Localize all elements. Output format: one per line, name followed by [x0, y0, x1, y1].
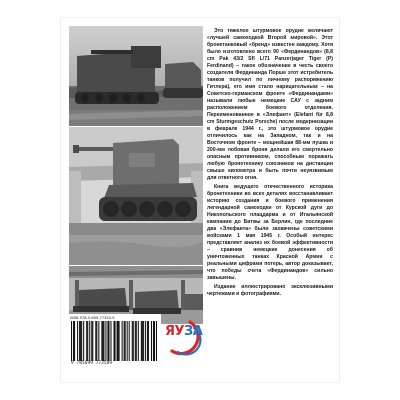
isbn-label: ISBN 978-5-699-77350-9 — [70, 316, 115, 320]
photo-ferdinand-side — [69, 127, 203, 265]
photo-ferdinand-side-image — [69, 127, 203, 265]
photo-tank-column — [69, 26, 203, 126]
description-paragraph-3: Издание иллюстрировано эксклюзивными чертежами и фотографиями. — [207, 284, 333, 297]
barcode-digits: 9 785699 773509 — [71, 361, 113, 366]
isbn-barcode — [69, 314, 161, 372]
publisher-logo-text — [165, 324, 202, 339]
publisher-logo — [164, 318, 202, 358]
description-text — [207, 28, 333, 300]
logo-letters-red: ЯУ — [165, 324, 185, 339]
book-back-cover — [61, 18, 339, 382]
barcode-bars — [71, 321, 157, 361]
photo-tank-column-image — [69, 26, 203, 126]
logo-letters-blue: ЗА — [184, 324, 203, 339]
description-paragraph-2: Книга ведущего отечественного историка бронетехники во всех деталях восстанавливает историю создания и боевого применения легендарной самоходки от Курской дуги до Никопольского плацдарма и от Итальянской кампании до Битвы за Берлин, где последние два «Элефанта» были захвачены советскими войсками 1 мая 1945 г. Особый интерес представляет анализ их боевой эффективности – сравнив немецкие донесения об уничтоженных танках Красной Армии с реальными цифрами потерь, автор доказывает, что победы счета «Фердинандов» сильно завышены. — [207, 184, 333, 281]
description-paragraph-1: Это тяжелое штурмовое орудие величают «лучшей самоходкой Второй мировой». Этот бронетанковый «бренд» известен каждому. Хотя было изготовлено всего 90 «Фердинандов» (8,8 cm Pak 43/2 Sfl L/71 Panzerjager Tiger (P) Ferdinand) – такое обозначение в честь своего создателя Фердинанда Порше этот истребитель танков получил по личному распоряжению Гитлера), его имя стало нарицательным – на Советско-германском фронте «Фердинандами» называли любые немецкие САУ с задним расположением боевого отделения. Переименованное в «Элефант» (Elefant für 8,8 cm Sturmgeschutz Porsche) после модернизации в феврале 1944 г., это штурмовое орудие отличилось как на Западном, так и на Восточном фронте – мощнейшая 88-мм пушка и 200-мм лобовая броня делали его смертельно опасным противником, способным поражать любую бронетехнику союзников на дистанции свыше километра и быть почти неуязвимым для ответного огня. — [207, 28, 333, 181]
